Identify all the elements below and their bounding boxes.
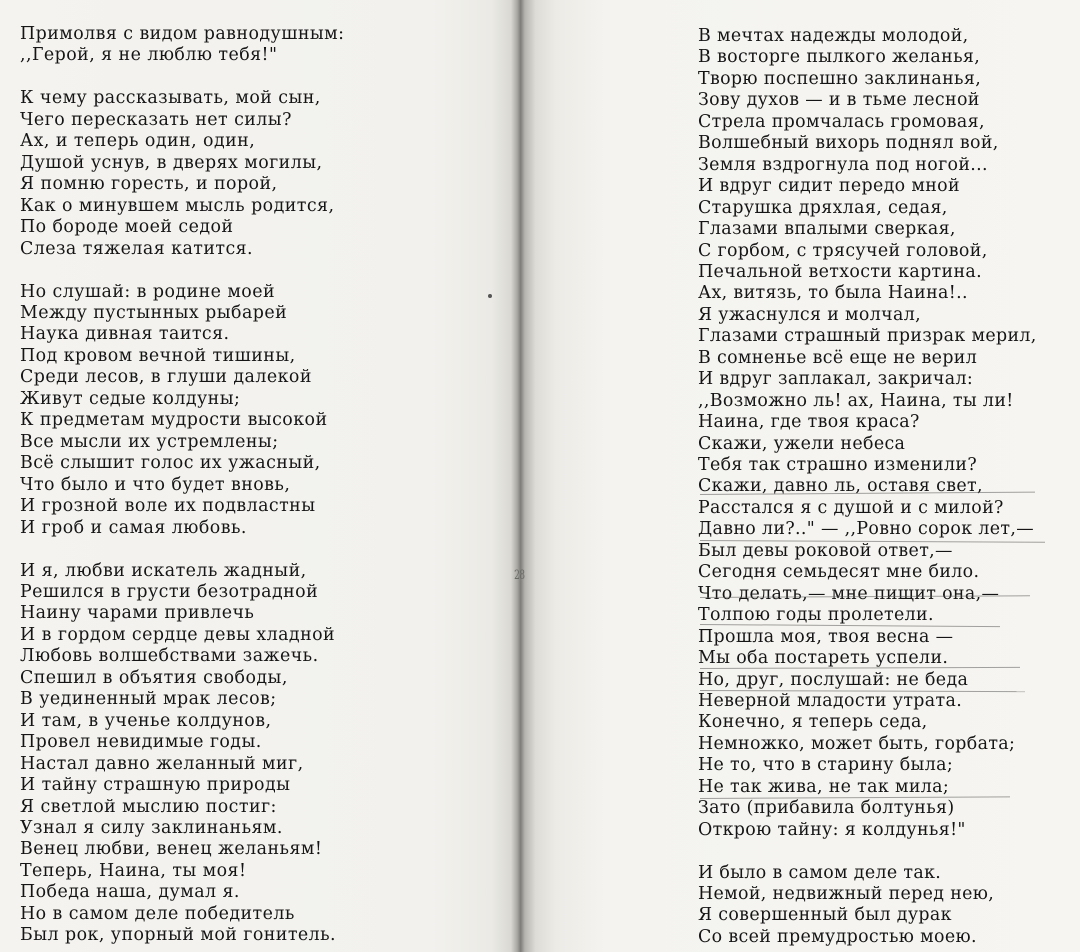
text-line: Земля вздрогнула под ногой... [698,154,988,175]
text-line: К предметам мудрости высокой [20,410,328,431]
text-line: Был рок, упорный мой гонитель. [20,925,337,946]
text-line: Наину чарами привлечь [20,603,255,624]
text-line: И там, в ученье колдунов, [20,710,272,731]
text-line: ,,Герой, я не люблю тебя!" [20,45,278,66]
text-line: Печальной ветхости картина. [698,261,982,282]
text-line: Волшебный вихорь поднял вой, [698,133,999,154]
text-line: Наина, где твоя краса? [698,412,920,433]
text-line: Немой, недвижный перед нею, [698,884,995,904]
text-line: К чему рассказывать, мой сын, [20,88,321,109]
text-line: Душой уснув, в дверях могилы, [20,152,323,173]
text-line: Что было и что будет вновь, [20,474,291,495]
text-line: Чего пересказать нет силы? [20,109,292,130]
right-page [520,0,1080,952]
text-line: Среди лесов, в глуши далекой [20,367,312,388]
text-line: Но слушай: в родине моей [20,281,276,302]
text-line: Зову духов — и в тьме лесной [698,90,980,111]
text-line: Сегодня семьдесят мне било. [698,562,980,583]
text-line: В уединенный мрак лесов; [20,689,277,710]
text-line: В мечтах надежды молодой, [698,26,969,46]
text-line: Между пустынных рыбарей [20,302,288,323]
text-line: Давно ли?.." — ,,Ровно сорок лет,— [698,519,1034,540]
text-line: Открою тайну: я колдунья!" [698,819,966,840]
text-line: Любовь волшебствами зажечь. [20,646,319,667]
text-line: В восторге пылкого желанья, [698,47,981,68]
text-line: И было в самом деле так. [698,862,942,883]
text-line: Как о минувшем мысль родится, [20,195,335,216]
text-line: Узнал я силу заклинаньям. [20,818,283,839]
text-line: И грозной воле их подвластны [20,496,316,517]
text-line: Не так жива, не так мила; [698,776,950,797]
text-line: Старушка дряхлая, седая, [698,197,948,218]
text-line: Живут седые колдуны; [20,388,241,409]
text-line: И тайну страшную природы [20,775,291,796]
text-line: Был девы роковой ответ,— [698,540,953,561]
text-line: И вдруг заплакал, закричал: [698,369,974,390]
text-line: Неверной младости утрата. [698,690,963,711]
text-line: И вдруг сидит передо мной [698,176,960,197]
print-speck [488,294,492,298]
text-line: Конечно, я теперь седа, [698,712,928,733]
text-line: Слеза тяжелая катится. [20,238,254,259]
text-line: Наука дивная таится. [20,324,230,345]
text-line: Глазами страшный призрак мерил, [698,326,1037,347]
text-line: И я, любви искатель жадный, [20,560,307,581]
text-line: С горбом, с трясучей головой, [698,240,988,261]
text-line: Расстался я с душой и с милой? [698,497,1004,518]
text-line: Творю поспешно заклинанья, [698,68,982,89]
text-line: Ах, витязь, то была Наина!.. [698,283,968,304]
text-line: По бороде моей седой [20,217,234,238]
text-line: Толпою годы пролетели. [698,605,934,626]
text-line: И гроб и самая любовь. [20,517,247,538]
text-line: В сомненье всё еще не верил [698,347,978,368]
text-line: Не то, что в старину была; [698,755,954,776]
text-line: Мы оба постареть успели. [698,648,949,669]
text-line: Но, друг, послушай: не беда [698,669,969,690]
text-line: Что делать,— мне пищит она,— [698,583,1000,604]
text-line: Все мысли их устремлены; [20,431,279,452]
text-line: Венец любви, венец желаньям! [20,839,323,860]
left-page [0,0,515,952]
text-line: Ах, и теперь один, один, [20,131,256,152]
page-number: 28 [514,568,525,583]
text-line: ,,Возможно ль! ах, Наина, ты ли! [698,390,1014,411]
text-line: Скажи, давно ль, оставя свет, [698,476,983,497]
text-line: Теперь, Наина, ты моя! [20,860,247,881]
text-line: Спешил в объятия свободы, [20,667,288,688]
text-line: Зато (прибавила болтунья) [698,798,955,819]
text-line: Я совершенный был дурак [698,905,952,926]
text-line: Но в самом деле победитель [20,903,295,924]
text-line: Я ужаснулся и молчал, [698,304,921,325]
text-line: Победа наша, думал я. [20,882,240,903]
text-line: Тебя так страшно изменили? [698,455,978,475]
text-line: Решился в грусти безотрадной [20,581,319,602]
text-line: Я светлой мыслию постиг: [20,796,277,817]
text-line: Всё слышит голос их ужасный, [20,453,321,474]
text-line: Глазами впалыми сверкая, [698,219,956,240]
text-line: Немножко, может быть, горбата; [698,733,1016,754]
text-line: Прошла моя, твоя весна — [698,626,954,647]
text-line: Настал давно желанный миг, [20,753,304,774]
text-line: Я помню горесть, и порой, [20,174,278,195]
text-line: Со всей премудростью моею. [698,926,977,947]
text-line: Скажи, ужели небеса [698,433,906,454]
text-line: И в гордом сердце девы хладной [20,624,336,645]
text-line: Стрела промчалась громовая, [698,111,985,132]
text-line: Под кровом вечной тишины, [20,345,296,366]
text-line: Провел невидимые годы. [20,732,262,753]
text-line: Примолвя с видом равнодушным: [20,24,345,44]
